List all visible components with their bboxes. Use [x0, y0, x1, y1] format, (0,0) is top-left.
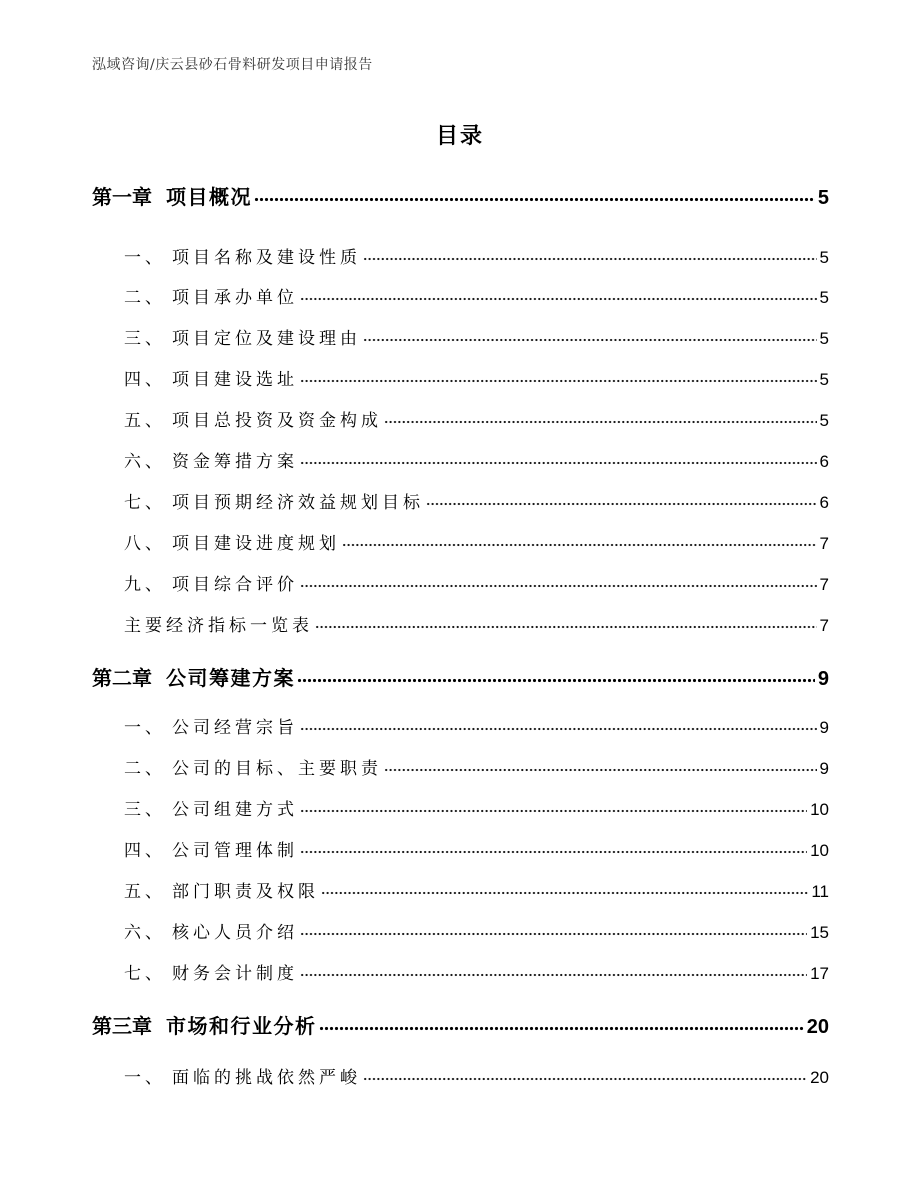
dot-leader [300, 973, 807, 977]
chapter-number: 第二章 [92, 666, 152, 690]
dot-leader [363, 257, 817, 261]
section-number: 三、 [124, 329, 166, 349]
section-number: 六、 [124, 923, 166, 943]
section-title: 部门职责及权限 [172, 882, 319, 902]
toc-section[interactable] [124, 449, 829, 475]
page-number: 6 [819, 493, 829, 512]
section-title: 项目承办单位 [172, 288, 298, 308]
toc-section[interactable] [124, 408, 829, 434]
page-number: 5 [819, 411, 829, 430]
section-title: 项目预期经济效益规划目标 [172, 493, 424, 513]
toc-section[interactable] [124, 961, 829, 987]
section-title: 项目总投资及资金构成 [172, 411, 382, 431]
section-title: 公司经营宗旨 [172, 718, 298, 738]
page-number: 6 [819, 452, 829, 471]
dot-leader [300, 461, 817, 465]
page-number: 11 [811, 882, 829, 901]
page-number: 5 [819, 370, 829, 389]
toc-section[interactable] [124, 490, 829, 516]
toc-section[interactable] [124, 572, 829, 598]
dot-leader [300, 379, 817, 383]
toc-chapter[interactable] [92, 665, 829, 691]
section-number: 一、 [124, 718, 166, 738]
toc-section[interactable] [124, 285, 829, 311]
section-number: 五、 [124, 411, 166, 431]
page-number: 9 [819, 759, 829, 778]
toc-section[interactable] [124, 367, 829, 393]
dot-leader [426, 502, 817, 506]
section-title: 主要经济指标一览表 [124, 616, 313, 636]
toc-chapter[interactable] [92, 1013, 829, 1039]
page-number: 5 [819, 288, 829, 307]
page-number: 17 [810, 964, 829, 983]
toc-section[interactable] [124, 838, 829, 864]
section-number: 七、 [124, 493, 166, 513]
section-number: 一、 [124, 248, 166, 268]
chapter-title: 项目概况 [166, 185, 252, 209]
toc-section[interactable] [124, 1065, 829, 1091]
toc-title: 目录 [435, 124, 484, 149]
dot-leader [384, 768, 817, 772]
section-title: 公司的目标、主要职责 [172, 759, 382, 779]
dot-leader [300, 584, 817, 588]
section-number: 三、 [124, 800, 166, 820]
dot-leader [297, 678, 815, 683]
dot-leader [384, 420, 817, 424]
dot-leader [315, 625, 817, 629]
page-number: 7 [819, 575, 829, 594]
toc-section[interactable] [124, 756, 829, 782]
page-number: 9 [819, 718, 829, 737]
dot-leader [342, 543, 817, 547]
section-title: 项目定位及建设理由 [172, 329, 361, 349]
page-number: 5 [819, 248, 829, 267]
chapter-number: 第三章 [92, 1014, 152, 1038]
dot-leader [300, 850, 807, 854]
section-number: 九、 [124, 575, 166, 595]
toc-section[interactable] [124, 920, 829, 946]
page-number: 10 [810, 841, 829, 860]
page-number: 7 [819, 534, 829, 553]
section-title: 项目建设进度规划 [172, 534, 340, 554]
section-title: 项目综合评价 [172, 575, 298, 595]
page-number: 9 [817, 668, 829, 690]
toc-section[interactable] [124, 879, 829, 905]
page-number: 15 [810, 923, 829, 942]
section-title: 资金筹措方案 [172, 452, 298, 472]
section-number: 四、 [124, 841, 166, 861]
page-number: 20 [806, 1016, 829, 1038]
section-number: 五、 [124, 882, 166, 902]
toc-section[interactable] [124, 613, 829, 639]
toc-section[interactable] [124, 531, 829, 557]
section-title: 公司管理体制 [172, 841, 298, 861]
dot-leader [300, 727, 817, 731]
section-title: 公司组建方式 [172, 800, 298, 820]
chapter-title: 公司筹建方案 [166, 666, 295, 690]
section-number: 四、 [124, 370, 166, 390]
section-number: 七、 [124, 964, 166, 984]
section-number: 八、 [124, 534, 166, 554]
toc-section[interactable] [124, 326, 829, 352]
dot-leader [300, 932, 807, 936]
chapter-title: 市场和行业分析 [166, 1014, 317, 1038]
chapter-number: 第一章 [92, 185, 152, 209]
section-title: 项目建设选址 [172, 370, 298, 390]
toc-section[interactable] [124, 797, 829, 823]
page-number: 5 [819, 329, 829, 348]
section-title: 项目名称及建设性质 [172, 248, 361, 268]
page-number: 10 [810, 800, 829, 819]
dot-leader [300, 809, 807, 813]
section-title: 财务会计制度 [172, 964, 298, 984]
toc-chapter[interactable] [92, 184, 829, 210]
dot-leader [363, 1077, 807, 1081]
dot-leader [300, 297, 817, 301]
dot-leader [321, 891, 808, 895]
section-title: 面临的挑战依然严峻 [172, 1068, 361, 1088]
dot-leader [363, 338, 817, 342]
toc-section[interactable] [124, 715, 829, 741]
section-number: 二、 [124, 759, 166, 779]
page-number: 5 [817, 187, 829, 209]
page-number: 7 [819, 616, 829, 635]
toc-section[interactable] [124, 245, 829, 271]
running-header: 泓域咨询/庆云县砂石骨料研发项目申请报告 [92, 57, 373, 73]
page-number: 20 [810, 1068, 829, 1087]
section-number: 二、 [124, 288, 166, 308]
section-number: 一、 [124, 1068, 166, 1088]
dot-leader [254, 197, 815, 202]
section-title: 核心人员介绍 [172, 923, 298, 943]
dot-leader [319, 1026, 804, 1031]
section-number: 六、 [124, 452, 166, 472]
